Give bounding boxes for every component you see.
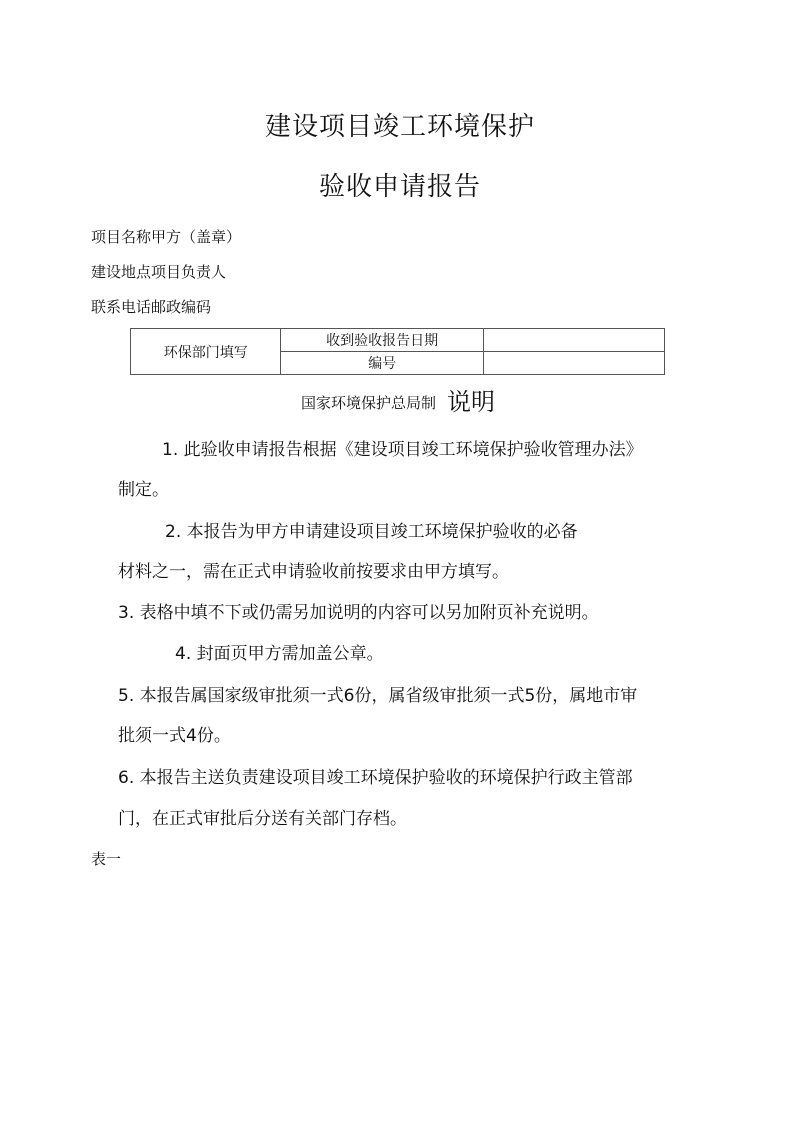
paragraph-line: 4. 封面页甲方需加盖公章。 — [175, 644, 384, 664]
section-heading: 说明 — [447, 388, 495, 416]
field-contact: 联系电话邮政编码 — [91, 298, 212, 316]
title-line-2: 验收申请报告 — [318, 172, 481, 202]
epa-fill-table — [130, 328, 665, 375]
epa-dept-label: 环保部门填写 — [131, 329, 281, 375]
issuer-text: 国家环境保护总局制 — [301, 394, 437, 412]
paragraph-line: 3. 表格中填不下或仍需另加说明的内容可以另加附页补充说明。 — [118, 603, 599, 623]
field-project-name: 项目名称甲方（盖章） — [91, 228, 242, 246]
received-date-value — [483, 329, 664, 352]
paragraph-line: 2. 本报告为甲方申请建设项目竣工环境保护验收的必备 — [165, 522, 578, 542]
paragraph-line: 制定。 — [118, 480, 169, 500]
paragraph-line: 批须一式4份。 — [118, 726, 231, 746]
paragraph-line: 1. 此验收申请报告根据《建设项目竣工环境保护验收管理办法》 — [162, 440, 643, 460]
number-label: 编号 — [281, 352, 483, 375]
table-label: 表一 — [91, 850, 122, 868]
field-location: 建设地点项目负责人 — [91, 263, 227, 281]
title-line-1: 建设项目竣工环境保护 — [264, 112, 535, 142]
paragraph-line: 6. 本报告主送负责建设项目竣工环境保护验收的环境保护行政主管部 — [118, 768, 633, 788]
paragraph-line: 5. 本报告属国家级审批须一式6份，属省级审批须一式5份，属地市审 — [118, 686, 638, 706]
paragraph-line: 材料之一，需在正式申请验收前按要求由甲方填写。 — [118, 562, 509, 582]
number-value — [483, 352, 664, 375]
paragraph-line: 门，在正式审批后分送有关部门存档。 — [118, 809, 407, 829]
received-date-label: 收到验收报告日期 — [281, 329, 483, 352]
epa-table-row — [131, 329, 665, 352]
